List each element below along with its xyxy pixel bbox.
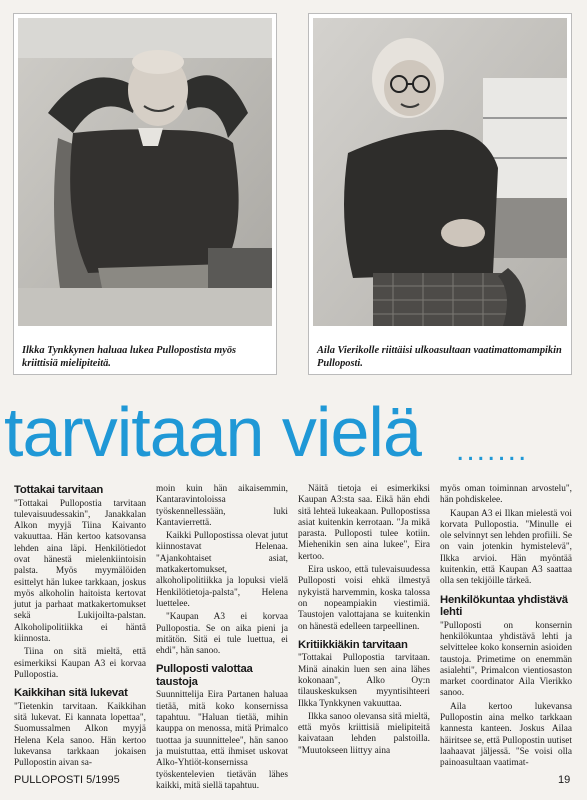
subheading: Kritiikkiäkin tarvitaan: [298, 638, 408, 651]
photo-image-man: [18, 18, 272, 326]
text-column-3: [298, 484, 430, 759]
photo-aila-vierikko: [309, 14, 571, 374]
paragraph: moin kuin hän aikaisemmin, Kantaravintoloissa työskennellessään, luki Kantavierrettä.: [156, 484, 288, 528]
paragraph: Suunnittelija Eira Partanen haluaa tietää, mitä koko konsernissa tapahtuu. "Haluan tietää, mihin kauppa on menossa, mitä Primalco tuottaa ja suunnittelee", hän sanoo ja muistuttaa, että ihmiset uskovat Alko-Yhtiöt-konsernissa työskentelevien tietävän lähes kaikki, mitä siellä tapahtuu.: [156, 690, 288, 791]
man-portrait-illustration: [18, 18, 272, 326]
text-column-2: [156, 484, 288, 794]
photo-caption: Ilkka Tynkkynen haluaa lukea Pullopostista myös kriittisiä mielipiteitä.: [22, 345, 237, 369]
article-headline: [0, 392, 587, 472]
paragraph: "Pulloposti on konsernin henkilökuntaa yhdistävä lehti ja selvittelee koko konsernin asioiden taustoja. Primetime on enemmän asialehti", Primalcon vientiosaston market coordinator Aila Vierikko sanoo.: [440, 620, 572, 699]
text-column-1: [14, 484, 146, 772]
headline-dots: .......: [456, 434, 529, 467]
publication-footer: PULLOPOSTI 5/1995: [14, 774, 120, 786]
paragraph: Kaupan A3 ei Ilkan mielestä voi korvata Pullopostia. "Minulle ei ole selvinnyt sen lehden profiili. Se on vain jotenkin hymistelevä", Ilkka arvioi. Hän myöntää kuitenkin, että Kaupan A3 saattaa olla sen tekijöille tärkeä.: [440, 508, 572, 587]
paragraph: Tiina on sitä mieltä, että esimerkiksi Kaupan A3 ei korvaa Pullopostia.: [14, 647, 146, 680]
paragraph: Kaikki Pullopostissa olevat jutut kiinnostavat Helenaa. "Ajankohtaiset asiat, matkakertomukset, alkoholipolitiikka ja lopuksi vielä Henkilötietoja-palsta", Helena luettelee.: [156, 531, 288, 609]
paragraph: myös oman toiminnan arvostelu", hän pohdiskelee.: [440, 484, 572, 506]
subheading: Kaikkihan sitä lukevat: [14, 687, 128, 700]
text-column-4: [440, 484, 572, 772]
paragraph: "Tottakai Pullopostia tarvitaan. Minä ainakin luen sen aina lähes kokonaan", Alko Oy:n tilauskeskuksen myyntisihteeri Ilkka Tynkkynen vakuuttaa.: [298, 653, 430, 709]
paragraph: Aila kertoo lukevansa Pullopostin aina melko tarkkaan kannesta kanteen. Joskus Ailaa häiritsee se, että Pullopostin uutiset laahaavat jäljessä. "Se voisi olla painoasultaan vaatimat-: [440, 701, 572, 769]
woman-portrait-illustration: [313, 18, 567, 326]
paragraph: "Tietenkin tarvitaan. Kaikkihan sitä lukevat. Ei kannata lopettaa", Suomussalmen Alkon myyjä Helena Kela sanoo. Hän kertoo lukevansa tarkkaan jokaisen Pullopostin aivan sa-: [14, 701, 146, 769]
photo-ilkka-tynkkynen: [14, 14, 276, 374]
subheading: Tottakai tarvitaan: [14, 484, 104, 496]
subheading: Pulloposti valottaa taustoja: [156, 663, 253, 688]
paragraph: "Tottakai Pullopostia tarvitaan tulevaisuudessakin", Janakkalan Alkon myyjä Tiina Kaivanto vakuuttaa. Hän kertoo katsovansa lehden aina läpi. Henkilötiedot ovat hänestä mielenkiintoisin palsta. Myös myymälöiden esittelyt hän lukee tarkkaan, joskus myös alkoholin haitoista kertovat jutut ja parhaat matkakertomukset sekä Lukijoilta-palstan. Alkoholipolitiikka ei häntä kiinnosta.: [14, 498, 146, 645]
paragraph: "Kaupan A3 ei korvaa Pullopostia. Se on aika pieni ja mitätön. Sitä ei tule luettua, ei ehdi", hän sanoo.: [156, 612, 288, 657]
headline-text: tarvitaan vielä: [4, 393, 421, 471]
photo-image-woman: [313, 18, 567, 326]
page-number: 19: [558, 774, 571, 786]
subheading: Henkilökuntaa yhdistävä lehti: [440, 593, 568, 619]
paragraph: Eira uskoo, että tulevaisuudessa Pulloposti voisi ehkä ilmestyä nykyistä harvemmin, koska talossa on nopeampiakin viestimiä. Taustojen valottajana se kuitenkin on hänestä edelleen tarpeellinen.: [298, 565, 430, 632]
photo-caption: Aila Vierikolle riittäisi ulkoasultaan vaatimattomampikin Pulloposti.: [317, 345, 562, 369]
paragraph: Näitä tietoja ei esimerkiksi Kaupan A3:sta saa. Eikä hän ehdi sitä lehteä lukeakaan. Pullopostissa asiat kuitenkin kerrotaan. "Ja mikä parasta. Pulloposti tulee kotiin. Miehenikin sen aina lukee", Eira kertoo.: [298, 484, 430, 562]
paragraph: Ilkka sanoo olevansa sitä mieltä, että myös kriittisiä mielipiteitä kaivataan lehden palstoilla. "Muutokseen liittyy aina: [298, 711, 430, 756]
